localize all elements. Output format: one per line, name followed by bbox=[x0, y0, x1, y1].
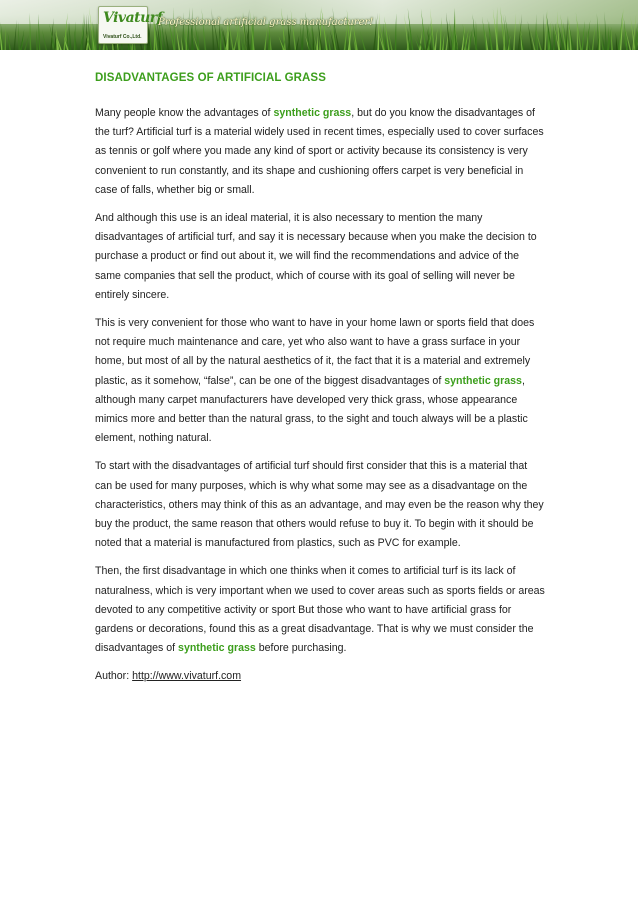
paragraph-4: To start with the disadvantages of artificial turf should first consider that this is a material that can be used for many purposes, which is why what some may see as a disadvantage on the characteristics, others may think of this as an advantage, and may even be the reason why they buy the product, the same reason that others would refuse to buy it. To begin with it should be noted that a material is manufactured from plastics, such as PVC for example. bbox=[95, 460, 544, 550]
paragraph-5-text-a: Then, the first disadvantage in which one thinks when it comes to artificial turf is its lack of naturalness, which is very important when we used to cover areas such as sports fields or areas devoted to any competitive activity or sport But those who want to have artificial grass for gardens or decorations, found this as a great disadvantage. That is why we must consider the disadvantages of bbox=[95, 565, 545, 655]
keyword-link[interactable]: synthetic grass bbox=[273, 107, 352, 119]
paragraph-1 bbox=[95, 104, 545, 200]
paragraph-3-text-a: This is very convenient for those who want to have in your home lawn or sports field that does not require much maintenance and care, yet who also want to have a grass surface in your home, but most of all by the natural aesthetics of it, the fact that it is a material and extremely plastic, as it somehow, “false”, can be one of the biggest disadvantages of bbox=[95, 317, 535, 387]
header-tagline: Professional artificial grass manufacturer! bbox=[158, 17, 374, 28]
article-title: DISADVANTAGES OF ARTIFICIAL GRASS bbox=[95, 72, 326, 84]
article bbox=[95, 72, 545, 686]
keyword-link[interactable]: synthetic grass bbox=[178, 642, 256, 655]
paragraph-3 bbox=[95, 314, 545, 448]
paragraph-5 bbox=[95, 562, 545, 658]
header-banner bbox=[0, 0, 638, 50]
logo-mark: Vivaturf bbox=[103, 10, 163, 26]
paragraph-1-text-a: Many people know the advantages of bbox=[95, 107, 274, 119]
author-link[interactable]: http://www.vivaturf.com bbox=[132, 670, 242, 683]
paragraph-3-text-b: , although many carpet manufacturers have developed very thick grass, whose appearance mimics more and better than the natural grass, to the sight and touch always will be a plastic element, nothing natural. bbox=[95, 374, 528, 445]
paragraph-1-text-b: , but do you know the disadvantages of the turf? Artificial turf is a material widely used in recent times, especially used to cover surfaces as tennis or golf where you made any kind of sport or activity because its consistency is very convenient to run constantly, and its shape and cushioning offers carpet is very beneficial in case of falls, whether big or small. bbox=[95, 107, 544, 196]
paragraph-2: And although this use is an ideal material, it is also necessary to mention the many disadvantages of artificial turf, and say it is necessary because when you make the decision to purchase a product or find out about it, we will find the recommendations and advice of the same companies that sell the product, which of course with its goal of selling will never be entirely sincere. bbox=[95, 212, 537, 301]
keyword-link[interactable]: synthetic grass bbox=[444, 374, 522, 387]
author-line bbox=[95, 667, 545, 686]
company-logo bbox=[98, 6, 163, 44]
paragraph-5-text-b: before purchasing. bbox=[255, 642, 347, 655]
logo-subtitle: Vivaturf Co.,Ltd. bbox=[103, 34, 142, 40]
author-label: Author: bbox=[95, 670, 133, 683]
